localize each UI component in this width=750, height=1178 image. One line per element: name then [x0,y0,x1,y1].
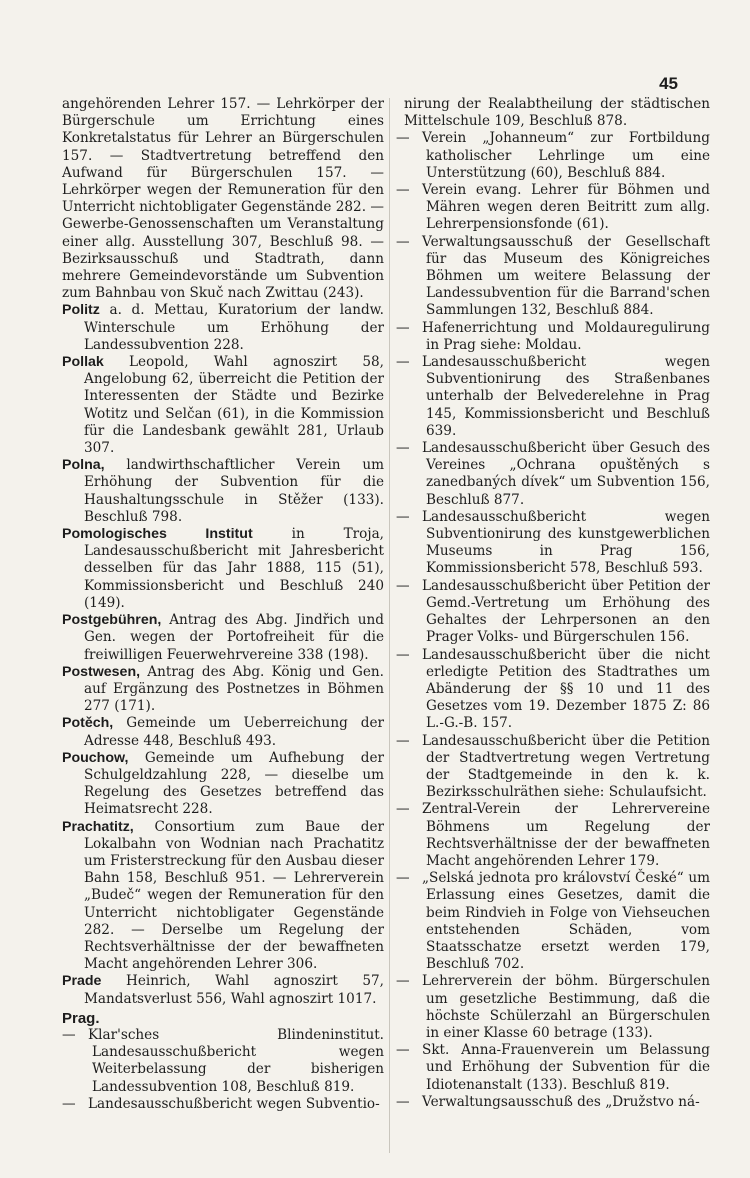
page-number: 45 [659,74,678,93]
sub-entry [62,1096,384,1113]
entry-head: Potěch, [62,715,114,732]
dash-marker: — [396,870,410,887]
dash-marker: — [396,354,410,371]
sub-entry-text: Landesausschußbericht über die Petition der Stadtvertretung wegen Vertretung der Stadtgemeinde in den k. k. Bezirksschulräthen siehe: Schulaufsicht. [422,732,710,801]
dash-marker: — [396,801,410,818]
sub-entry [62,1027,384,1096]
sub-entry-text: Verein „Johanneum“ zur Fortbildung katholischer Lehrlinge um eine Unterstützung (60), Beschluß 884. [422,130,710,181]
entry-head: Pollak [62,354,104,371]
entry-head: Pomologisches Institut [62,526,253,543]
left-column [62,96,384,1113]
sub-entry-text: Landesausschußbericht über Gesuch des Vereines „Ochrana opuštěných s zanedbaných dívek“ um Subvention 156, Beschluß 877. [422,440,710,508]
entry-text: Antrag des Abg. König und Gen. auf Ergänzung des Postnetzes in Böhmen 277 (171). [84,663,384,715]
index-entry-postwesen [62,664,384,716]
dash-marker: — [62,1026,76,1043]
sub-entry-text: Zentral-Verein der Lehrervereine Böhmens um Regelung der Rechtsverhältnisse der der bewaffneten Macht angehörenden Lehrer 179. [422,801,710,869]
sub-entry [396,182,710,234]
index-heading-prag: Prag. [62,1009,100,1027]
sub-entry-text: Klar'sches Blindeninstitut. Landesausschußbericht wegen Weiterbelassung der bisherigen Landessubvention 108, Beschluß 819. [88,1026,384,1095]
right-column [396,96,710,1111]
continuation-text: nirung der Realabtheilung der städtischen Mittelschule 109, Beschluß 878. [404,96,710,130]
sub-entry [396,354,710,440]
sub-entry [396,801,710,870]
dash-marker: — [396,646,410,663]
entry-text: Gemeinde um Aufhebung der Schulgeldzahlung 228, — dieselbe um Regelung des Gesetzes betreffend das Heimatsrecht 228. [84,749,384,818]
entry-text: Gemeinde um Ueberreichung der Adresse 448, Beschluß 493. [84,715,384,749]
dash-marker: — [396,130,410,147]
sub-entry [396,234,710,320]
index-entry-pouchow [62,750,384,819]
sub-entry [396,320,710,354]
entry-head: Pouchow, [62,749,129,766]
dash-marker: — [396,233,410,250]
dash-marker: — [396,1042,410,1059]
sub-entry-text: Lehrerverein der böhm. Bürgerschulen um gesetzliche Bestimmung, daß die höchste Schülerzahl an Bürgerschulen in einer Klasse 60 betrage (133). [422,973,710,1041]
entry-text: Consortium zum Baue der Lokalbahn von Wodnian nach Prachatitz um Fristerstreckung für den Ausbau dieser Bahn 158, Beschluß 951. — Lehrerverein „Budeč“ wegen der Remuneration für den Unterricht nichtobligater Gegenstände 282. — Derselbe um Regelung der Rechtsverhältnisse der der bewaffneten Macht angehörenden Lehrer 306. [84,818,384,973]
sub-entry [396,870,710,973]
sub-entry-text: Landesausschußbericht über Petition der Gemd.-Vertretung um Erhöhung des Gehaltes der Lehrpersonen an den Prager Volks- und Bürgerschulen 156. [422,577,710,646]
entry-text: Antrag des Abg. Jindřich und Gen. wegen der Portofreiheit für die freiwilligen Feuerwehrvereine 338 (198). [84,612,384,663]
sub-entry-text: Landesausschußbericht wegen Subventionirung des kunstgewerblichen Museums in Prag 156, Kommissionsbericht 578, Beschluß 593. [422,508,710,577]
sub-entry-text: Landesausschußbericht wegen Subventionirung des Straßenbanes unterhalb der Belvederelehne in Prag 145, Kommissionsbericht und Beschluß 639. [422,354,710,439]
dash-marker: — [396,319,410,336]
sub-entry-text: Verwaltungsausschuß der Gesellschaft für das Museum des Königreiches Böhmen um weitere Belassung der Landessubvention für die Barrand'schen Sammlungen 132, Beschluß 884. [422,233,710,319]
sub-entry [396,647,710,733]
dash-marker: — [396,182,410,199]
sub-entry-text: Hafenerrichtung und Moldauregulirung in Prag siehe: Moldau. [422,319,710,353]
dash-marker: — [396,732,410,749]
index-entry-postgebuehren [62,612,384,664]
entry-head: Prade [62,973,102,990]
dash-marker: — [396,973,410,990]
sub-entry-text: Verwaltungsausschuß des „Družstvo ná- [422,1093,700,1110]
sub-entry-text: Verein evang. Lehrer für Böhmen und Mähren wegen deren Beitritt zum allg. Lehrerpensionsfonde (61). [422,182,710,233]
sub-entry [396,578,710,647]
index-entry-prade [62,973,384,1007]
index-entry-politz [62,302,384,354]
dash-marker: — [396,1093,410,1110]
entry-text: Leopold, Wahl agnoszirt 58, Angelobung 62, überreicht die Petition der Interessenten der Städte und Bezirke Wotitz und Selčan (61), in die Kommission für die Landesbank gewählt 281, Urlaub 307. [84,354,384,457]
dash-marker: — [396,577,410,594]
column-divider [389,98,390,1153]
sub-entry [396,1094,710,1111]
entry-head: Polna, [62,457,105,474]
entry-head: Politz [62,302,100,319]
entry-head: Postwesen, [62,663,141,680]
entry-text: in Troja, Landesausschußbericht mit Jahresbericht desselben für das Jahr 1888, 115 (51), Kommissionsbericht und Beschluß 240 (149). [84,526,384,611]
entry-text: landwirthschaftlicher Verein um Erhöhung der Subvention für die Haushaltungsschule in Stěžer (133). Beschluß 798. [84,457,384,525]
sub-entry [396,509,710,578]
index-entry-polna [62,457,384,526]
entry-text: a. d. Mettau, Kuratorium der landw. Winterschule um Erhöhung der Landessubvention 228. [84,302,384,353]
sub-entry [396,733,710,802]
index-entry-potech [62,715,384,749]
sub-entry [396,973,710,1042]
sub-entry-text: Skt. Anna-Frauenverein um Belassung und Erhöhung der Subvention für die Idiotenanstalt (133). Beschluß 819. [422,1042,710,1093]
sub-entry-text: Landesausschußbericht wegen Subventio- [88,1095,380,1112]
entry-head: Postgebühren, [62,612,162,629]
index-entry-prachatitz [62,819,384,974]
dash-marker: — [62,1095,76,1112]
dash-marker: — [396,440,410,457]
dash-marker: — [396,508,410,525]
sub-entry [396,130,710,182]
sub-entry [396,1042,710,1094]
sub-entry-text: Landesausschußbericht über die nicht erledigte Petition des Stadtrathes um Abänderung der §§ 10 und 11 des Gesetzes vom 19. Dezember 1875 Z: 86 L.-G.-B. 157. [422,646,710,732]
index-entry-pomologisches-institut [62,526,384,612]
entry-head: Prachatitz, [62,818,134,835]
sub-entry-text: „Selská jednota pro království České“ um Erlassung eines Gesetzes, damit die beim Rindvieh in Folge von Viehseuchen entstehenden Schäden, vom Staatsschatze ersetzt werden 179, Beschluß 702. [422,870,710,973]
continuation-text: angehörenden Lehrer 157. — Lehrkörper der Bürgerschule um Errichtung eines Konkretalstatus für Lehrer an Bürgerschulen 157. — Stadtvertretung betreffend den Aufwand für Bürgerschulen 157. — Lehrkörper wegen der Remuneration für den Unterricht nichtobligater Gegenstände 282. — Gewerbe-Genossenschaften um Veranstaltung einer allg. Ausstellung 307, Beschluß 98. — Bezirksausschuß und Stadtrath, dann mehrere Gemeindevorstände um Subvention zum Bahnbau von Skuč nach Zwittau (243). [62,96,384,302]
entry-text: Heinrich, Wahl agnoszirt 57, Mandatsverlust 556, Wahl agnoszirt 1017. [84,973,384,1007]
index-entry-pollak [62,354,384,457]
sub-entry [396,440,710,509]
